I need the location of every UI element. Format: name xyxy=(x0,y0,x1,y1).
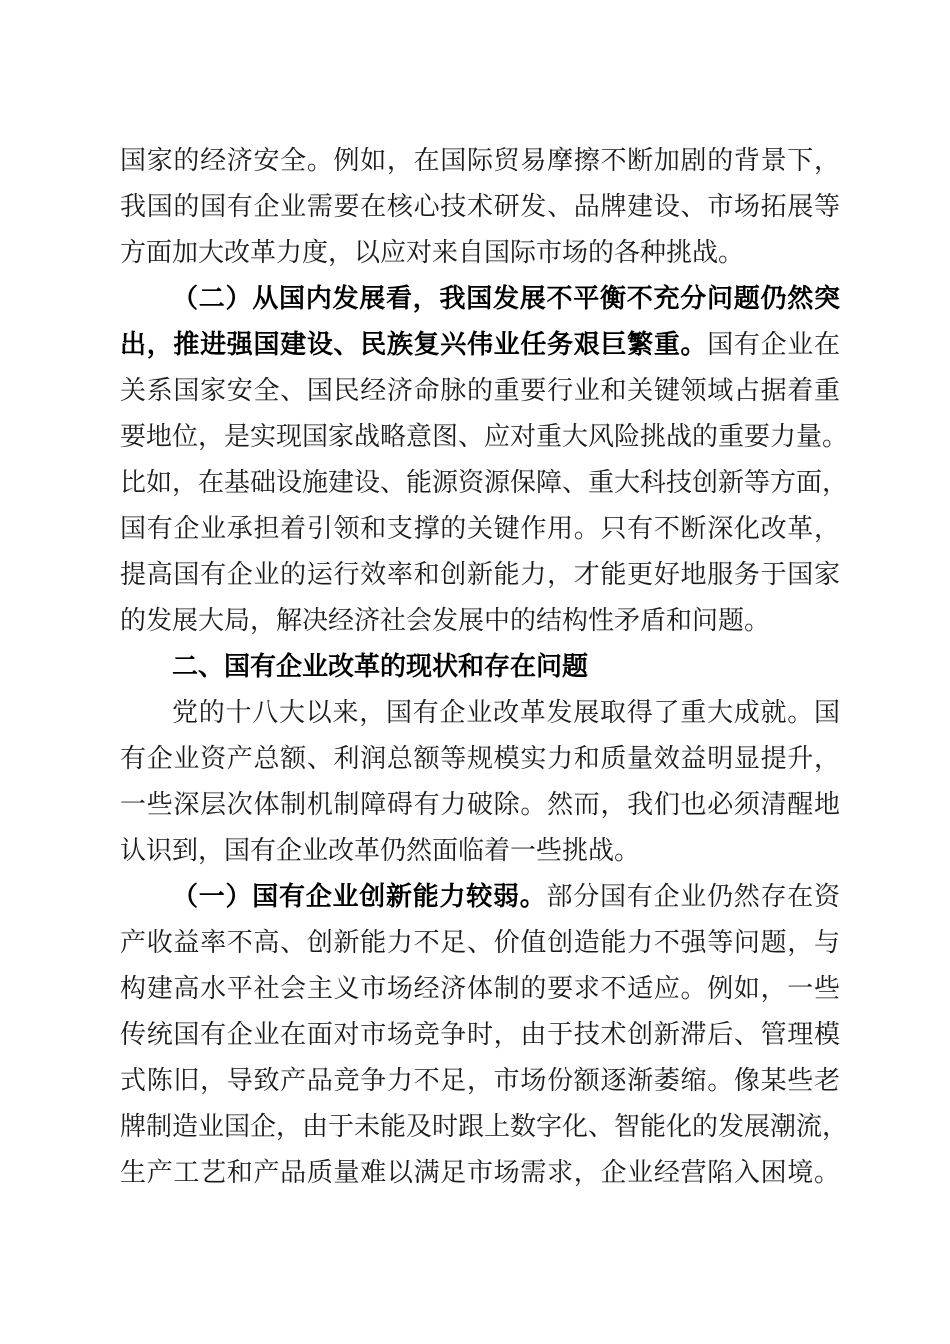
paragraph-line: 方面加大改革力度，以应对来自国际市场的各种挑战。 xyxy=(120,238,745,268)
mixed-paragraph-line xyxy=(172,882,840,912)
paragraph-line: 式陈旧，导致产品竞争力不足，市场份额逐渐萎缩。像某些老 xyxy=(120,1066,840,1096)
paragraph-line: 国家的经济安全。例如，在国际贸易摩擦不断加剧的背景下， xyxy=(120,146,840,176)
subheading-text: 出，推进强国建设、民族复兴伟业任务艰巨繁重。 xyxy=(120,330,708,360)
paragraph-line: 关系国家安全、国民经济命脉的重要行业和关键领域占据着重 xyxy=(120,376,840,406)
paragraph-text: 国有企业在 xyxy=(707,330,840,360)
paragraph-line: 构建高水平社会主义市场经济体制的要求不适应。例如，一些 xyxy=(120,974,840,1004)
section-heading: 二、国有企业改革的现状和存在问题 xyxy=(172,652,589,682)
paragraph-line: 的发展大局，解决经济社会发展中的结构性矛盾和问题。 xyxy=(120,606,771,636)
paragraph-line: 一些深层次体制机制障碍有力破除。然而，我们也必须清醒地 xyxy=(120,790,840,820)
paragraph-line: 提高国有企业的运行效率和创新能力，才能更好地服务于国家 xyxy=(120,560,840,590)
paragraph-line: 牌制造业国企，由于未能及时跟上数字化、智能化的发展潮流， xyxy=(120,1112,849,1142)
mixed-paragraph-line xyxy=(120,330,840,360)
paragraph-line: 党的十八大以来，国有企业改革发展取得了重大成就。国 xyxy=(172,698,840,728)
paragraph-line: 我国的国有企业需要在核心技术研发、品牌建设、市场拓展等 xyxy=(120,192,840,222)
subheading-text: （一）国有企业创新能力较弱。 xyxy=(172,882,547,912)
paragraph-text: 部分国有企业仍然存在资 xyxy=(546,882,840,912)
paragraph-line: 传统国有企业在面对市场竞争时，由于技术创新滞后、管理模 xyxy=(120,1020,840,1050)
paragraph-line: 生产工艺和产品质量难以满足市场需求，企业经营陷入困境。 xyxy=(120,1158,840,1188)
paragraph-line: 比如，在基础设施建设、能源资源保障、重大科技创新等方面， xyxy=(120,468,849,498)
subheading-line: （二）从国内发展看，我国发展不平衡不充分问题仍然突 xyxy=(172,284,840,314)
paragraph-line: 产收益率不高、创新能力不足、价值创造能力不强等问题，与 xyxy=(120,928,840,958)
paragraph-line: 认识到，国有企业改革仍然面临着一些挑战。 xyxy=(120,836,641,866)
paragraph-line: 要地位，是实现国家战略意图、应对重大风险挑战的重要力量。 xyxy=(120,422,849,452)
paragraph-line: 有企业资产总额、利润总额等规模实力和质量效益明显提升， xyxy=(120,744,840,774)
paragraph-line: 国有企业承担着引领和支撑的关键作用。只有不断深化改革， xyxy=(120,514,840,544)
